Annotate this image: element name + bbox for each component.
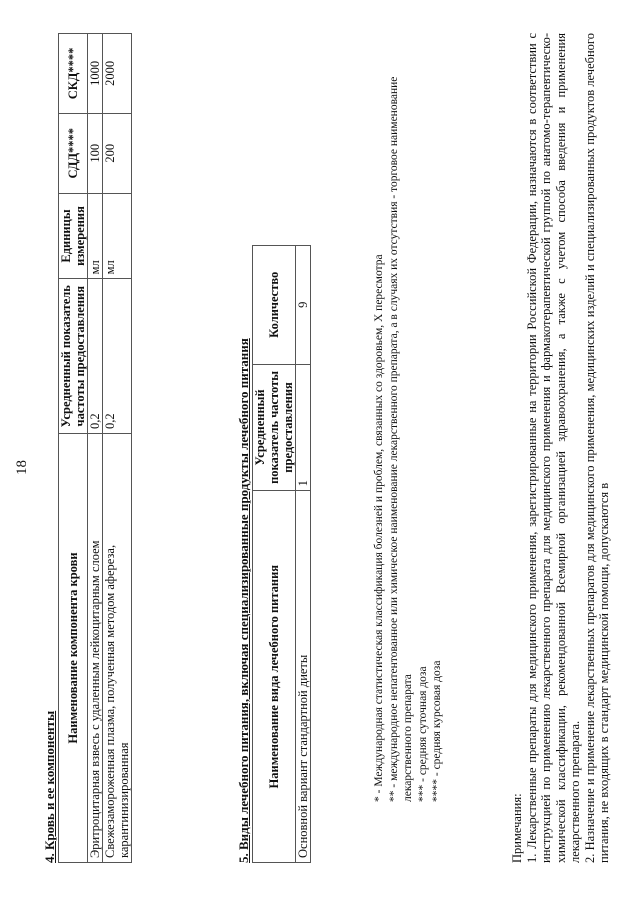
cell-diet-name: Основной вариант стандартной диеты (296, 491, 311, 863)
footnote: * - Международная статистическая классификация болезней и проблем, связанных со здоровьем, X пересмотра (373, 254, 385, 802)
cell-component-name: Свежезамороженная плазма, полученная методом афереза, карантинизированная (103, 434, 132, 863)
cell-units: мл (103, 193, 132, 279)
cell-quantity: 9 (296, 246, 311, 365)
diet-table (252, 245, 311, 863)
header-frequency: Усредненный показатель частоты предоставления (253, 364, 296, 491)
header-quantity: Количество (253, 246, 296, 365)
cell-frequency: 0,2 (103, 279, 132, 434)
footnote: **** - средняя курсовая доза (431, 660, 443, 802)
cell-frequency: 0,2 (88, 279, 103, 434)
cell-sdd: 200 (103, 113, 132, 193)
footnotes (372, 42, 445, 802)
cell-units: мл (88, 193, 103, 279)
cell-frequency: 1 (296, 364, 311, 491)
cell-skd: 2000 (103, 34, 132, 114)
header-sdd: СДД**** (59, 113, 88, 193)
header-units: Единицы измерения (59, 193, 88, 279)
header-skd: СКД**** (59, 34, 88, 114)
table-row (296, 246, 311, 863)
section-5-title: 5. Виды лечебного питания, включая специализированные продукты лечебного питания (236, 338, 251, 863)
table-header-row (253, 246, 296, 863)
section-4-title: 4. Кровь и ее компоненты (42, 710, 57, 863)
cell-component-name: Эритроцитарная взвесь с удаленным лейкоцитарным слоем (88, 434, 103, 863)
cell-skd: 1000 (88, 34, 103, 114)
note-item: 1. Лекарственные препараты для медицинского применения, зарегистрированные на территории Российской Федерации, назначаются в соответствии с инструкцией по применению лекарственного препарата для медицинского применения и фармакотерапевтической группой по анатомо-терапевтическо-химической классификации, рекомендованной Всемирной организацией здравоохранения, а также с учетом способа введения и применения лекарственного препарата. (524, 33, 582, 863)
table-row (103, 34, 132, 863)
notes-heading: Примечания: (510, 793, 524, 863)
table-row (88, 34, 103, 863)
table-header-row (59, 34, 88, 863)
footnote: ** - международное непатентованное или химическое наименование лекарственного препарата, а в случаях их отсутствия - торговое наименование лекарственного препарата (387, 76, 414, 802)
cell-sdd: 100 (88, 113, 103, 193)
notes-block (510, 33, 612, 863)
page-number: 18 (14, 460, 30, 475)
header-component-name: Наименование компонента крови (59, 434, 88, 863)
footnote: *** - средняя суточная доза (416, 666, 429, 802)
note-item: 2. Назначение и применение лекарственных препаратов для медицинского применения, медицинских изделий и специализированных продуктов лечебного питания, не входящих в стандарт медицинской помощи, допускаются в (582, 33, 611, 863)
header-frequency: Усредненный показатель частоты предоставления (59, 279, 88, 434)
header-diet-name: Наименование вида лечебного питания (253, 491, 296, 863)
blood-components-table (58, 33, 132, 863)
